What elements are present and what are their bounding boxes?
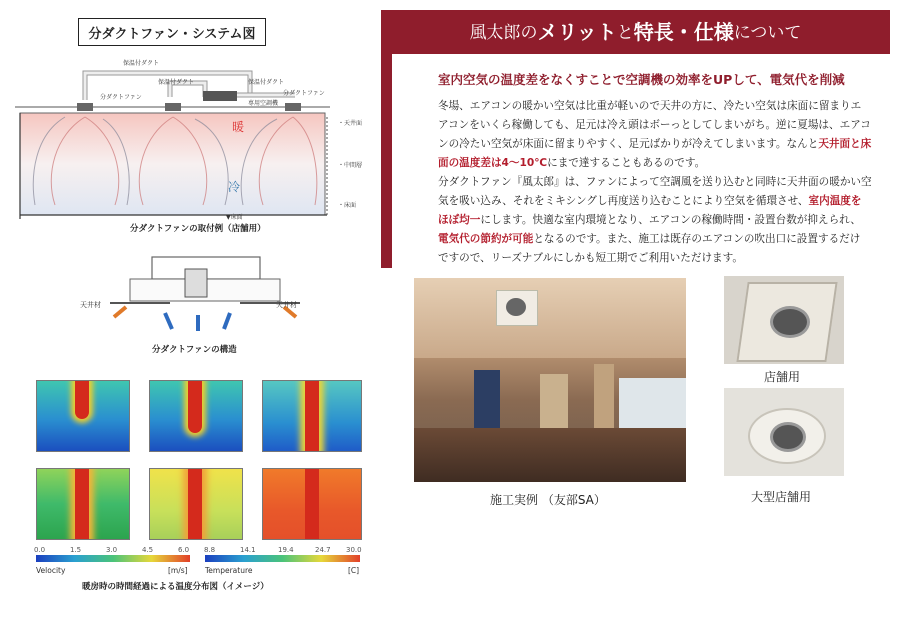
banner-title-part-1: 風太郎の bbox=[469, 22, 538, 43]
paragraph-line: ほぼ均一にします。快適な室内環境となり、エアコンの稼働時間・設置台数が抑えられ、 bbox=[438, 214, 862, 226]
velocity-tick-4: 6.0 bbox=[178, 546, 190, 554]
paragraph-line: ですので、リーズナブルにしかも短工期でご利用いただけます。 bbox=[438, 252, 743, 264]
temperature-tick-0: 8.8 bbox=[204, 546, 216, 554]
highlight-uniform: ほぼ均一 bbox=[438, 214, 481, 226]
highlight-temperature-range: 面の温度差は4～10℃ bbox=[438, 157, 548, 169]
temperature-unit: [C] bbox=[348, 566, 360, 575]
cfd-panel-5 bbox=[149, 468, 243, 540]
structure-caption: 分ダクトファンの構造 bbox=[152, 345, 237, 355]
cfd-panel-1 bbox=[36, 380, 130, 452]
system-diagram-title: 分ダクトファン・システム図 bbox=[78, 18, 266, 46]
ceiling-level-label: ・天井面 bbox=[338, 120, 363, 127]
paragraph-line: アコンをいくら稼働しても、足元は冷え頭はボーっとしてしまいがち。逆に夏場は、エアコ bbox=[438, 119, 871, 131]
ceiling-material-right: 天井材 bbox=[276, 301, 297, 309]
highlight-room-temperature: 室内温度を bbox=[808, 195, 862, 207]
banner-title-part-3: と bbox=[616, 22, 634, 43]
fan-label-left: 分ダクトファン bbox=[100, 94, 142, 101]
ceiling-material-left: 天井材 bbox=[80, 301, 101, 309]
temperature-label: Temperature bbox=[205, 566, 253, 575]
install-example-caption: 分ダクトファンの取付例（店舗用） bbox=[130, 224, 266, 234]
feature-paragraph bbox=[438, 97, 884, 268]
feature-headline: 室内空気の温度差をなくすことで空調機の効率をUPして、電気代を削減 bbox=[438, 72, 845, 87]
store-photo-caption: 店舗用 bbox=[764, 370, 801, 384]
middle-level-label: ・中間層 bbox=[338, 162, 363, 169]
highlight-temperature-difference: 天井面と床 bbox=[818, 138, 872, 150]
velocity-legend-bar bbox=[36, 555, 190, 562]
insulated-duct-label-1: 保温付ダクト bbox=[123, 60, 160, 67]
large-store-photo bbox=[724, 388, 844, 476]
highlight-cost-saving: 電気代の節約が可能 bbox=[438, 233, 534, 245]
velocity-tick-0: 0.0 bbox=[34, 546, 46, 554]
banner-title-part-2: メリット bbox=[537, 19, 617, 44]
velocity-tick-2: 3.0 bbox=[106, 546, 118, 554]
banner-title bbox=[381, 10, 890, 50]
store-photo bbox=[724, 276, 844, 364]
temperature-tick-1: 14.1 bbox=[240, 546, 256, 554]
floor-level-label: ・床面 bbox=[338, 202, 357, 209]
banner-title-part-5: について bbox=[733, 22, 802, 43]
installation-photo-main bbox=[414, 278, 686, 482]
insulated-duct-label-2: 保温付ダクト bbox=[158, 79, 195, 86]
cfd-panel-3 bbox=[262, 380, 362, 452]
temperature-legend-bar bbox=[205, 555, 360, 562]
paragraph-line: 電気代の節約が可能となるのです。また、施工は既存のエアコンの吹出口に設置するだけ bbox=[438, 233, 861, 245]
temperature-tick-2: 19.4 bbox=[278, 546, 294, 554]
cfd-panel-2 bbox=[149, 380, 243, 452]
insulated-duct-label-3: 保温付ダクト bbox=[248, 79, 285, 86]
main-photo-caption: 施工実例 （友部SA） bbox=[490, 493, 606, 507]
fan-structure-diagram bbox=[100, 255, 310, 340]
banner-title-part-4: 特長・仕様 bbox=[633, 19, 734, 44]
velocity-tick-1: 1.5 bbox=[70, 546, 82, 554]
paragraph-line: 分ダクトファン『風太郎』は、ファンによって空調風を送り込むと同時に天井面の暖かい空 bbox=[438, 176, 872, 188]
temperature-distribution-caption: 暖房時の時間経過による温度分布図（イメージ） bbox=[82, 582, 269, 592]
temperature-tick-3: 24.7 bbox=[315, 546, 331, 554]
paragraph-line: 面の温度差は4～10℃にまで達することもあるのです。 bbox=[438, 157, 706, 169]
large-store-photo-caption: 大型店舗用 bbox=[751, 490, 812, 504]
paragraph-line: 冬場、エアコンの暖かい空気は比重が軽いので天井の方に、冷たい空気は床面に留まりエ bbox=[438, 100, 862, 112]
velocity-label: Velocity bbox=[36, 566, 66, 575]
paragraph-line: 気を吸い込み、それをミキシングし再度送り込むことにより空気を循環させ、室内温度を bbox=[438, 195, 862, 207]
cfd-panel-6 bbox=[262, 468, 362, 540]
paragraph-line: ンの冷たい空気が床面に留まりやすく、足元ばかりが冷えてしまいます。なんと天井面と床 bbox=[438, 138, 872, 150]
ac-unit-label: 専用空調機 bbox=[248, 100, 279, 107]
velocity-tick-3: 4.5 bbox=[142, 546, 154, 554]
floor-bottom-label: ▼床面 bbox=[226, 214, 243, 221]
cool-label: 冷 bbox=[228, 180, 241, 194]
fan-label-right: 分ダクトファン bbox=[283, 90, 325, 97]
cfd-panel-4 bbox=[36, 468, 130, 540]
warm-label: 暖 bbox=[232, 120, 245, 134]
temperature-tick-4: 30.0 bbox=[346, 546, 362, 554]
velocity-unit: [m/s] bbox=[168, 566, 188, 575]
